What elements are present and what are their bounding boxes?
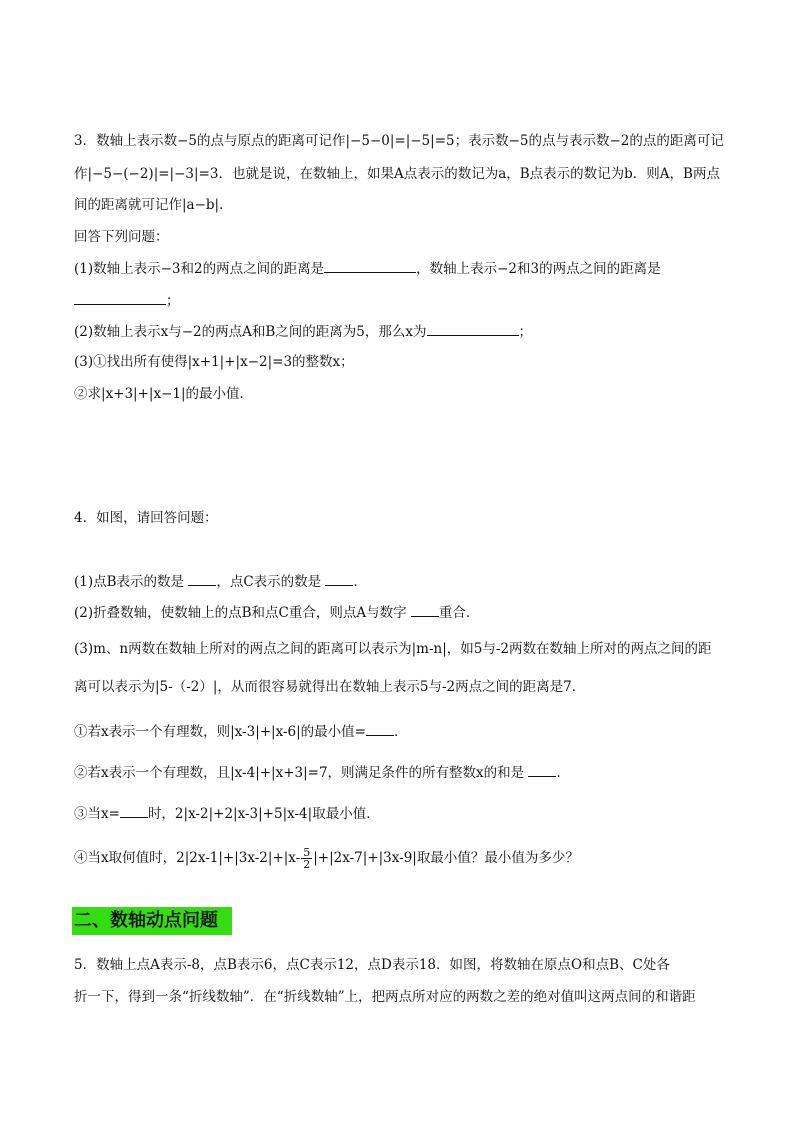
- q4-item-2: [74, 763, 570, 782]
- answer-blank[interactable]: [411, 603, 439, 617]
- q4-item-3-text-a: ③当x=: [74, 806, 120, 822]
- q4-part-2: [74, 603, 479, 622]
- q5-line-2: 折一下，得到一条“折线数轴”．在“折线数轴”上，把两点所对应的两数之差的绝对值叫这两点间的和谐距: [74, 989, 696, 1005]
- q4-item-1-end: ．: [393, 724, 408, 740]
- q4-item-3: [74, 804, 380, 823]
- q3-part-1-cont: [74, 291, 180, 310]
- q3-line-1: 3．数轴上表示数−5的点与原点的距离可记作|−5−0|=|−5|=5；表示数−5的点与表示数−2的点的距离可记: [74, 133, 724, 149]
- q4-part-2-text-a: (2)折叠数轴，使数轴上的点B和点C重合，则点A与数字: [74, 605, 411, 621]
- q4-item-4-text-b: |+|2x-7|+|3x-9|取最小值？最小值为多少？: [313, 850, 579, 866]
- q4-item-1: [74, 722, 407, 741]
- answer-blank[interactable]: [366, 722, 394, 736]
- q4-item-4: [74, 846, 579, 870]
- fraction-numerator: 5: [303, 846, 311, 859]
- q4-part-1-text-a: (1)点B表示的数是: [74, 574, 189, 590]
- answer-blank[interactable]: [120, 804, 148, 818]
- q3-part-1: [74, 259, 661, 278]
- q4-part-2-text-b: 重合．: [438, 605, 480, 621]
- fraction-denominator: 2: [303, 858, 311, 871]
- q3-part-1-end: ；: [166, 293, 180, 309]
- q4-item-1-text: ①若x表示一个有理数，则|x-3|+|x-6|的最小值=: [74, 724, 366, 740]
- q4-part-3-line-1: (3)m、n两数在数轴上所对的两点之间的距离可以表示为|m-n|，如5与-2两数在数轴上所对的两点之间的距: [74, 641, 712, 657]
- q4-part-3-line-2: 离可以表示为|5-（-2）|，从而很容易就得出在数轴上表示5与-2两点之间的距离是7．: [74, 679, 586, 695]
- q3-part-3a: (3)①找出所有使得|x+1|+|x−2|=3的整数x；: [74, 354, 354, 370]
- q4-part-1-end: ．: [353, 574, 367, 590]
- q3-line-2: 作|−5−(−2)|=|−3|=3．也就是说，在数轴上，如果A点表示的数记为a，B点表示的数记为b．则A，B两点: [74, 166, 720, 182]
- q3-line-4: 回答下列问题：: [74, 229, 169, 245]
- q3-part-1-text-a: (1)数轴上表示−3和2的两点之间的距离是: [74, 261, 325, 277]
- q4-part-1-text-b: ，点C表示的数是: [216, 574, 326, 590]
- answer-blank[interactable]: [188, 572, 216, 586]
- q5-line-1: 5．数轴上点A表示-8，点B表示6，点C表示12，点D表示18．如图，将数轴在原点O和点B、C处各: [74, 957, 670, 973]
- section-title: 二、数轴动点问题: [74, 910, 218, 931]
- q3-part-2: [74, 322, 532, 341]
- q4-part-1: [74, 572, 367, 591]
- answer-blank[interactable]: [74, 291, 166, 305]
- q4-line-1: 4．如图，请回答问题：: [74, 510, 218, 526]
- q3-part-2-text-a: (2)数轴上表示x与−2的两点A和B之间的距离为5，那么x为: [74, 324, 427, 340]
- q4-item-4-text-a: ④当x取何值时，2|2x-1|+|3x-2|+|x-: [74, 850, 301, 866]
- answer-blank[interactable]: [324, 259, 416, 273]
- q3-part-1-text-b: ，数轴上表示−2和3的两点之间的距离是: [416, 261, 661, 277]
- q4-item-3-text-b: 时，2|x-2|+2|x-3|+5|x-4|取最小值．: [147, 806, 380, 822]
- answer-blank[interactable]: [325, 572, 353, 586]
- q4-item-2-text: ②若x表示一个有理数，且|x-4|+|x+3|=7，则满足条件的所有整数x的和是: [74, 765, 529, 781]
- q3-part-3b: ②求|x+3|+|x−1|的最小值．: [74, 386, 254, 402]
- fraction: [301, 847, 312, 870]
- answer-blank[interactable]: [528, 763, 556, 777]
- q3-part-2-end: ；: [518, 324, 533, 340]
- q3-line-3: 间的距离就可记作|a−b|．: [74, 197, 233, 213]
- q4-item-2-end: ．: [556, 765, 570, 781]
- answer-blank[interactable]: [427, 322, 519, 336]
